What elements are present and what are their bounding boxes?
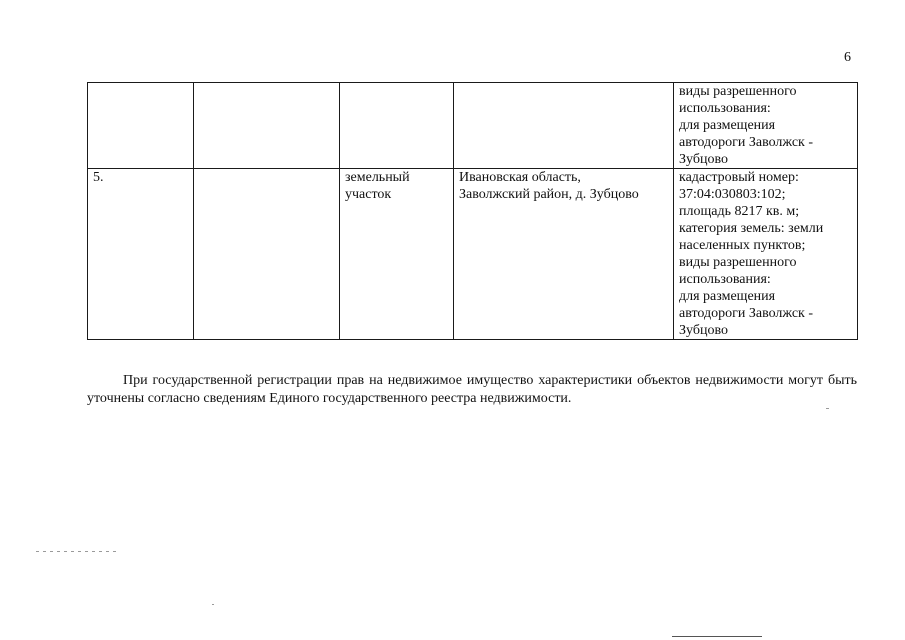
table-row-5 — [88, 169, 858, 340]
description-line: населенных пунктов; — [679, 238, 806, 253]
description-line: автодороги Заволжск - — [679, 306, 814, 321]
description-line: виды разрешенного — [679, 255, 797, 270]
page-number: 6 — [844, 50, 851, 65]
scan-artifact-dot — [826, 408, 829, 409]
description-line: использования: — [679, 272, 771, 287]
description-line: автодороги Заволжск - — [679, 135, 814, 150]
description-line: площадь 8217 кв. м; — [679, 204, 800, 219]
scan-artifact-line — [36, 551, 120, 552]
address-line: Ивановская область, — [459, 170, 581, 185]
description-line: кадастровый номер: — [679, 170, 799, 185]
description-line: виды разрешенного — [679, 84, 797, 99]
description-line: для размещения — [679, 289, 776, 304]
cell-col2 — [194, 83, 340, 169]
signature-underline — [672, 636, 762, 637]
row-number: 5. — [93, 170, 104, 185]
table-row-continued — [88, 83, 858, 169]
cell-address — [454, 169, 674, 340]
description-line: категория земель: земли — [679, 221, 824, 236]
description-line: Зубцово — [679, 323, 728, 338]
cell-description — [674, 83, 858, 169]
cell-col2 — [194, 169, 340, 340]
cell-address — [454, 83, 674, 169]
scan-artifact-dot — [212, 604, 214, 605]
cell-number — [88, 169, 194, 340]
cell-object — [340, 169, 454, 340]
footnote-paragraph — [87, 372, 857, 408]
object-line: земельный — [345, 170, 410, 185]
description-line: 37:04:030803:102; — [679, 187, 786, 202]
footnote-text: При государственной регистрации прав на недвижимое имущество характеристики объектов недвижимости могут быть уточнены согласно сведениям Единого государственного реестра недвижимости. — [87, 373, 857, 406]
description-line: для размещения — [679, 118, 776, 133]
object-line: участок — [345, 187, 392, 202]
cell-number — [88, 83, 194, 169]
description-line: Зубцово — [679, 152, 728, 167]
description-line: использования: — [679, 101, 771, 116]
address-line: Заволжский район, д. Зубцово — [459, 187, 639, 202]
property-table — [87, 82, 858, 340]
cell-description — [674, 169, 858, 340]
cell-object — [340, 83, 454, 169]
